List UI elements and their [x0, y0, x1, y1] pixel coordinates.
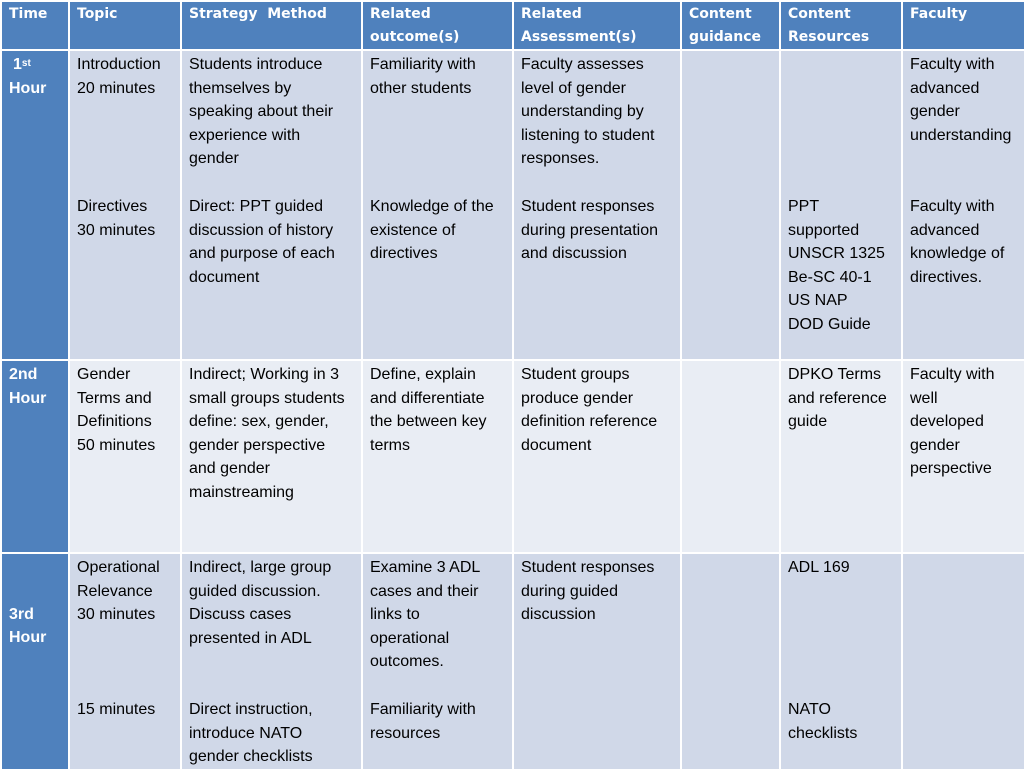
resources-cell-hour-2: DPKO Terms and reference guide: [780, 360, 902, 553]
strategy-nato-checklists: Direct instruction, introduce NATO gender checklists: [189, 701, 313, 765]
resources-adl: ADL 169: [788, 559, 850, 576]
assessment-cell-hour-3: [513, 553, 681, 770]
header-content-resources: Content Resources: [780, 1, 902, 50]
faculty-introduction: Faculty with advanced gender understanding: [910, 56, 1012, 144]
time-label-hour-3: 3rd Hour: [9, 605, 47, 646]
header-content-guidance: Content guidance: [681, 1, 780, 50]
time-ordinal-suffix: st: [21, 58, 31, 69]
resources-nato-checklists: NATO checklists: [788, 701, 858, 742]
strategy-directives: Direct: PPT guided discussion of history and purpose of each document: [189, 198, 335, 286]
assessment-introduction: Faculty assesses level of gender understanding by listening to student responses.: [521, 56, 655, 167]
outcome-nato-checklists: Familiarity with resources: [370, 701, 476, 742]
header-related-assessments: Related Assessment(s): [513, 1, 681, 50]
header-related-outcomes: Related outcome(s): [362, 1, 513, 50]
resources-cell-hour-3: [780, 553, 902, 770]
outcome-introduction: Familiarity with other students: [370, 56, 476, 97]
time-word: Hour: [9, 79, 47, 97]
topic-operational-relevance: Operational Relevance 30 minutes: [77, 559, 160, 623]
resources-cell-hour-1: [780, 50, 902, 360]
topic-directives: Directives 30 minutes: [77, 198, 156, 239]
guidance-cell-hour-3: [681, 553, 780, 770]
assessment-operational-relevance: Student responses during guided discussion: [521, 559, 655, 623]
strategy-introduction: Students introduce themselves by speaking about their experience with gender: [189, 56, 334, 167]
time-number: 1: [13, 56, 22, 73]
outcome-directives: Knowledge of the existence of directives: [370, 198, 494, 262]
strategy-cell-hour-1: [181, 50, 362, 360]
strategy-cell-hour-2: Indirect; Working in 3 small groups students define: sex, gender, gender perspective and gender mainstreaming: [181, 360, 362, 553]
outcome-cell-hour-1: [362, 50, 513, 360]
faculty-cell-hour-1: [902, 50, 1024, 360]
faculty-directives: Faculty with advanced knowledge of directives.: [910, 198, 1005, 286]
assessment-cell-hour-2: Student groups produce gender definition reference document: [513, 360, 681, 553]
table-row-hour-2: [1, 360, 1024, 553]
resources-directives: PPT supported UNSCR 1325 Be-SC 40-1 US NAP DOD Guide: [788, 198, 885, 333]
header-row: [1, 1, 1024, 50]
strategy-operational-relevance: Indirect, large group guided discussion. Discuss cases presented in ADL: [189, 559, 332, 647]
topic-nato-checklists: 15 minutes: [77, 701, 156, 718]
outcome-operational-relevance: Examine 3 ADL cases and their links to operational outcomes.: [370, 559, 481, 670]
strategy-cell-hour-3: [181, 553, 362, 770]
time-cell-hour-2: 2nd Hour: [1, 360, 69, 553]
topic-cell-hour-2: Gender Terms and Definitions 50 minutes: [69, 360, 181, 553]
topic-cell-hour-3: [69, 553, 181, 770]
header-topic: Topic: [69, 1, 181, 50]
topic-introduction: Introduction 20 minutes: [77, 56, 161, 97]
assessment-directives: Student responses during presentation and discussion: [521, 198, 658, 262]
time-cell-hour-1: [1, 50, 69, 360]
header-faculty: Faculty: [902, 1, 1024, 50]
guidance-cell-hour-1: [681, 50, 780, 360]
header-strategy-method: Strategy Method: [181, 1, 362, 50]
faculty-cell-hour-3: [902, 553, 1024, 770]
faculty-cell-hour-2: Faculty with well developed gender perspective: [902, 360, 1024, 553]
table-row-hour-3: [1, 553, 1024, 770]
outcome-cell-hour-3: [362, 553, 513, 770]
guidance-cell-hour-2: [681, 360, 780, 553]
time-cell-hour-3: [1, 553, 69, 770]
table-row-hour-1: [1, 50, 1024, 360]
header-time: Time: [1, 1, 69, 50]
assessment-cell-hour-1: [513, 50, 681, 360]
topic-cell-hour-1: [69, 50, 181, 360]
outcome-cell-hour-2: Define, explain and differentiate the between key terms: [362, 360, 513, 553]
